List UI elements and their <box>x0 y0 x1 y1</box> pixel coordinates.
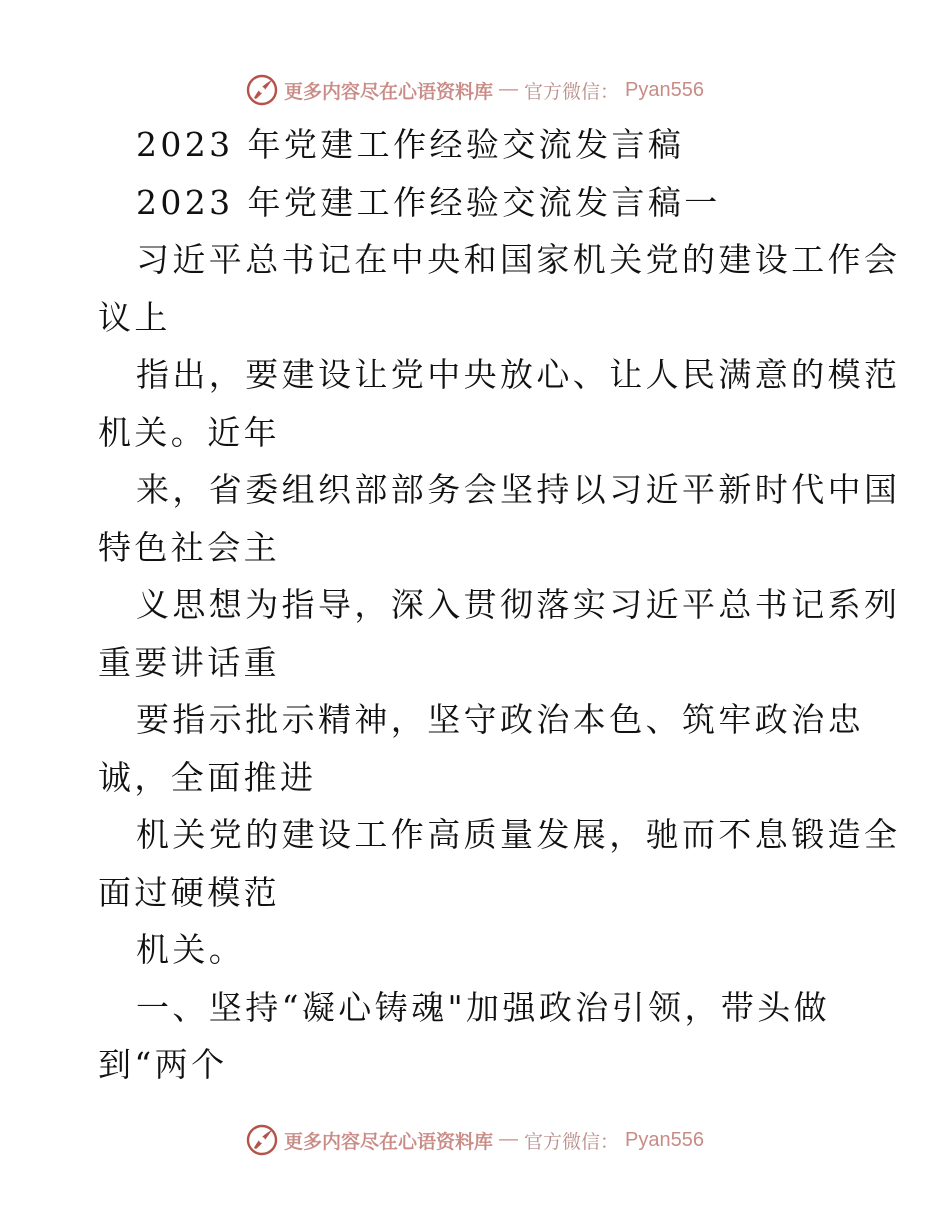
paragraph-line: 指出，要建设让党中央放心、让人民满意的模范 <box>136 355 901 394</box>
paragraph-line: 诚，全面推进 <box>98 757 317 797</box>
paragraph-line: 特色社会主 <box>98 527 280 567</box>
paragraph-line: 要指示批示精神，坚守政治本色、筑牢政治忠 <box>136 700 864 739</box>
paragraph-line: 面过硬模范 <box>98 872 280 912</box>
paragraph-line: 来，省委组织部部务会坚持以习近平新时代中国 <box>136 470 901 509</box>
paragraph-line: 机关。 <box>136 930 246 969</box>
watermark-wechat-label: 官方微信： <box>524 80 620 103</box>
watermark-site-text: 更多内容尽在心语资料库 <box>284 80 494 103</box>
header-watermark <box>0 70 950 110</box>
section-heading: 一、坚持“凝心铸魂"加强政治引领，带头做 <box>136 987 831 1027</box>
footer-watermark <box>0 1120 950 1160</box>
watermark-dash: — <box>499 79 519 100</box>
paragraph-line: 议上 <box>98 297 171 337</box>
document-title: 2023 年党建工作经验交流发言稿 <box>136 125 685 164</box>
paragraph-line: 机关党的建设工作高质量发展，驰而不息锻造全 <box>136 815 901 854</box>
paragraph-line: 习近平总书记在中央和国家机关党的建设工作会 <box>136 240 901 279</box>
document-subtitle: 2023 年党建工作经验交流发言稿一 <box>136 182 721 222</box>
paragraph-line: 重要讲话重 <box>98 642 280 682</box>
paragraph-line: 到“两个 <box>98 1045 228 1084</box>
watermark-wechat-label: 官方微信： <box>524 1130 620 1153</box>
watermark-wechat-id: Pyan556 <box>625 1128 704 1151</box>
quill-logo-icon <box>246 1124 278 1156</box>
quill-logo-icon <box>246 74 278 106</box>
watermark-wechat-id: Pyan556 <box>625 78 704 101</box>
watermark-site-text: 更多内容尽在心语资料库 <box>284 1130 494 1153</box>
paragraph-line: 义思想为指导，深入贯彻落实习近平总书记系列 <box>136 585 901 624</box>
paragraph-line: 机关。近年 <box>98 412 280 452</box>
watermark-dash: — <box>499 1129 519 1150</box>
document-body <box>98 116 901 1094</box>
